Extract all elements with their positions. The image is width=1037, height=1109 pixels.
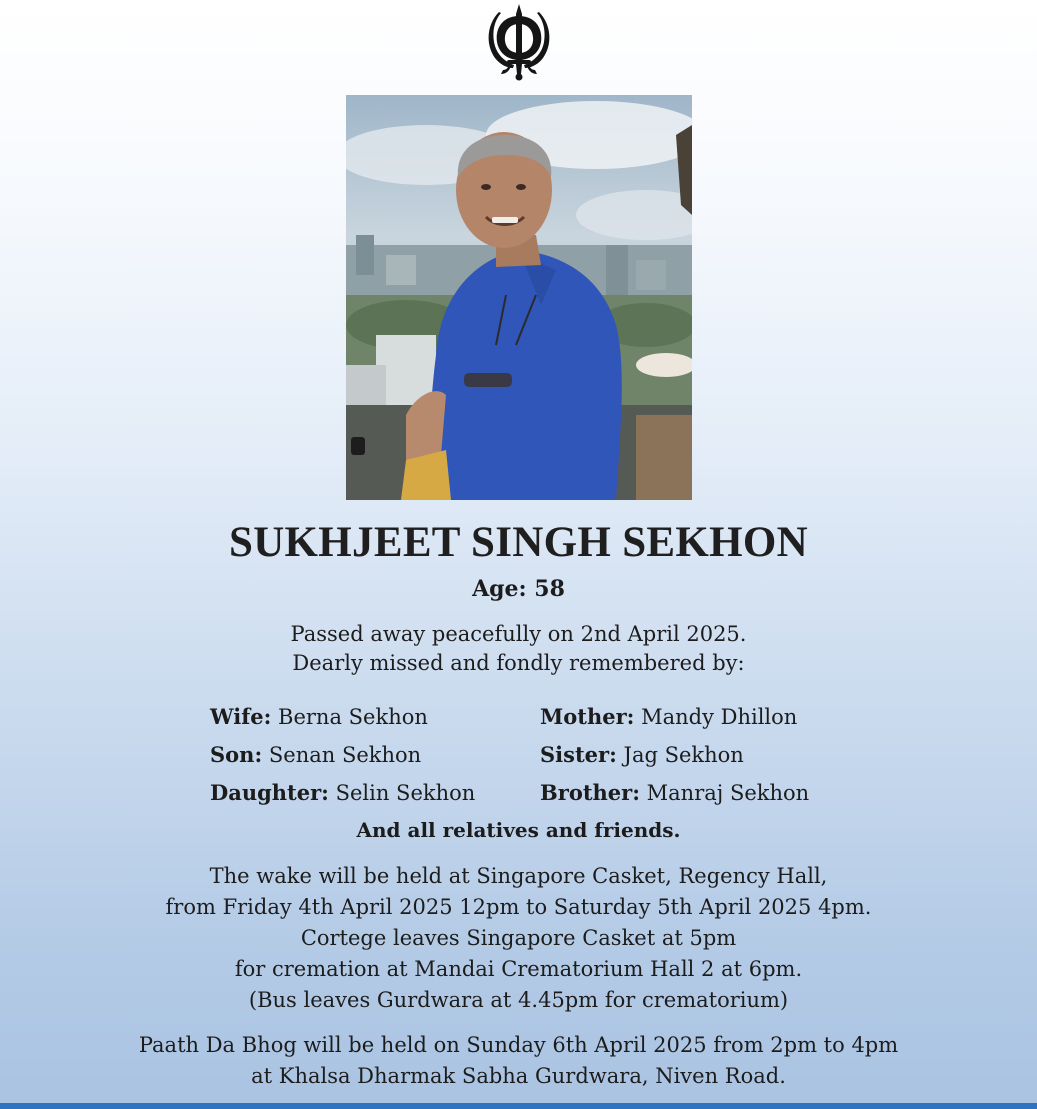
family-member xyxy=(540,774,809,812)
relatives-line: And all relatives and friends. xyxy=(356,818,681,842)
family-member xyxy=(210,774,475,812)
family-role: Sister: xyxy=(540,742,617,767)
family-name: Selin Sekhon xyxy=(335,781,476,805)
wake-line: from Friday 4th April 2025 12pm to Saturday 5th April 2025 4pm. xyxy=(165,895,872,919)
family-role: Mother: xyxy=(540,704,635,729)
family-role: Brother: xyxy=(540,780,640,805)
family-name: Senan Sekhon xyxy=(268,743,422,767)
deceased-name: SUKHJEET SINGH SEKHON xyxy=(228,519,808,566)
khanda-icon xyxy=(483,2,555,82)
family-role: Wife: xyxy=(210,704,272,729)
intro-text xyxy=(0,620,1037,678)
family-role: Daughter: xyxy=(210,780,329,805)
family-member xyxy=(540,736,809,774)
wake-details xyxy=(0,861,1037,1016)
family-name: Jag Sekhon xyxy=(623,743,744,767)
family-member xyxy=(210,736,475,774)
family-member xyxy=(540,698,809,736)
family-member xyxy=(210,698,475,736)
bottom-divider xyxy=(0,1103,1037,1109)
intro-line: Dearly missed and fondly remembered by: xyxy=(292,651,745,675)
wake-line: (Bus leaves Gurdwara at 4.45pm for crematorium) xyxy=(248,988,789,1012)
family-list-left xyxy=(210,698,475,812)
wake-line: Cortege leaves Singapore Casket at 5pm xyxy=(300,926,737,950)
portrait-photo xyxy=(346,95,692,500)
bhog-line: Paath Da Bhog will be held on Sunday 6th April 2025 from 2pm to 4pm xyxy=(138,1033,899,1057)
bhog-line: at Khalsa Dharmak Sabha Gurdwara, Niven Road. xyxy=(251,1064,786,1088)
family-role: Son: xyxy=(210,742,263,767)
wake-line: for cremation at Mandai Crematorium Hall 2 at 6pm. xyxy=(234,957,803,981)
family-name: Berna Sekhon xyxy=(278,705,428,729)
family-name: Manraj Sekhon xyxy=(646,781,810,805)
bhog-details xyxy=(0,1030,1037,1092)
intro-line: Passed away peacefully on 2nd April 2025. xyxy=(290,622,747,646)
wake-line: The wake will be held at Singapore Casket, Regency Hall, xyxy=(209,864,828,888)
family-name: Mandy Dhillon xyxy=(641,705,798,729)
age: Age: 58 xyxy=(472,576,565,602)
family-list-right xyxy=(540,698,809,812)
